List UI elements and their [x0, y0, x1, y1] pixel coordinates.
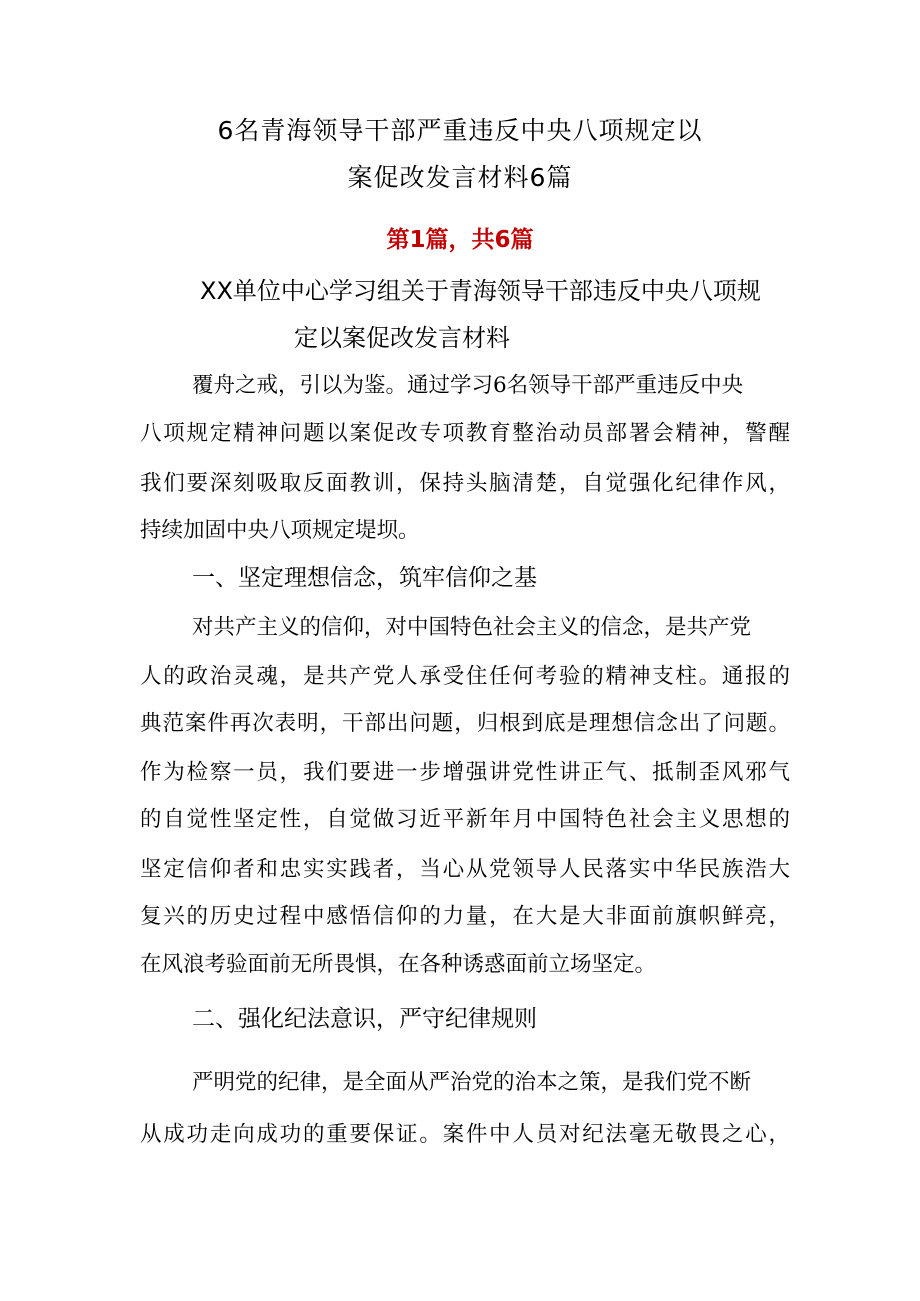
section-1-paragraph-line: 复兴的历史过程中感悟信仰的力量，在大是大非面前旗帜鲜亮， — [140, 904, 790, 929]
section-1-paragraph-line: 在风浪考验面前无所畏惧，在各种诱惑面前立场坚定。 — [140, 952, 657, 977]
section-2-paragraph-line: 从成功走向成功的重要保证。案件中人员对纪法毫无敬畏之心， — [140, 1122, 790, 1147]
section-1-paragraph-line: 作为检察一员，我们要进一步增强讲党性讲正气、抵制歪风邪气 — [140, 760, 790, 785]
subtitle-line-1: XX单位中心学习组关于青海领导干部违反中央八项规 — [200, 277, 761, 305]
section-1-paragraph-line: 的自觉性坚定性，自觉做习近平新年月中国特色社会主义思想的 — [140, 807, 790, 832]
intro-paragraph-line: 我们要深刻吸取反面教训，保持头脑清楚，自觉强化纪律作风， — [140, 471, 790, 496]
intro-paragraph-line: 八项规定精神问题以案促改专项教育整治动员部署会精神，警醒 — [140, 421, 790, 446]
section-1-paragraph-line: 坚定信仰者和忠实实践者，当心从党领导人民落实中华民族浩大 — [140, 857, 790, 882]
section-2-heading: 二、强化纪法意识，严守纪律规则 — [192, 1006, 537, 1032]
intro-paragraph-line: 覆舟之戒，引以为鉴。通过学习6名领导干部严重违反中央 — [192, 373, 744, 398]
section-1-paragraph-line: 对共产主义的信仰，对中国特色社会主义的信念，是共产党 — [192, 615, 752, 640]
document-title-line-2: 案促改发言材料6篇 — [347, 163, 573, 192]
subtitle-line-2: 定以案促改发言材料 — [294, 324, 510, 352]
document-title-line-1: 6名青海领导干部严重违反中央八项规定以 — [217, 116, 703, 145]
section-1-heading: 一、坚定理想信念，筑牢信仰之基 — [192, 565, 537, 591]
intro-paragraph-line: 持续加固中央八项规定堤坝。 — [140, 518, 420, 543]
section-2-paragraph-line: 严明党的纪律，是全面从严治党的治本之策，是我们党不断 — [192, 1070, 752, 1095]
part-label: 第1篇，共6篇 — [386, 227, 534, 253]
section-1-paragraph-line: 人的政治灵魂，是共产党人承受住任何考验的精神支柱。通报的 — [140, 664, 790, 689]
section-1-paragraph-line: 典范案件再次表明，干部出问题，归根到底是理想信念出了问题。 — [140, 711, 790, 736]
